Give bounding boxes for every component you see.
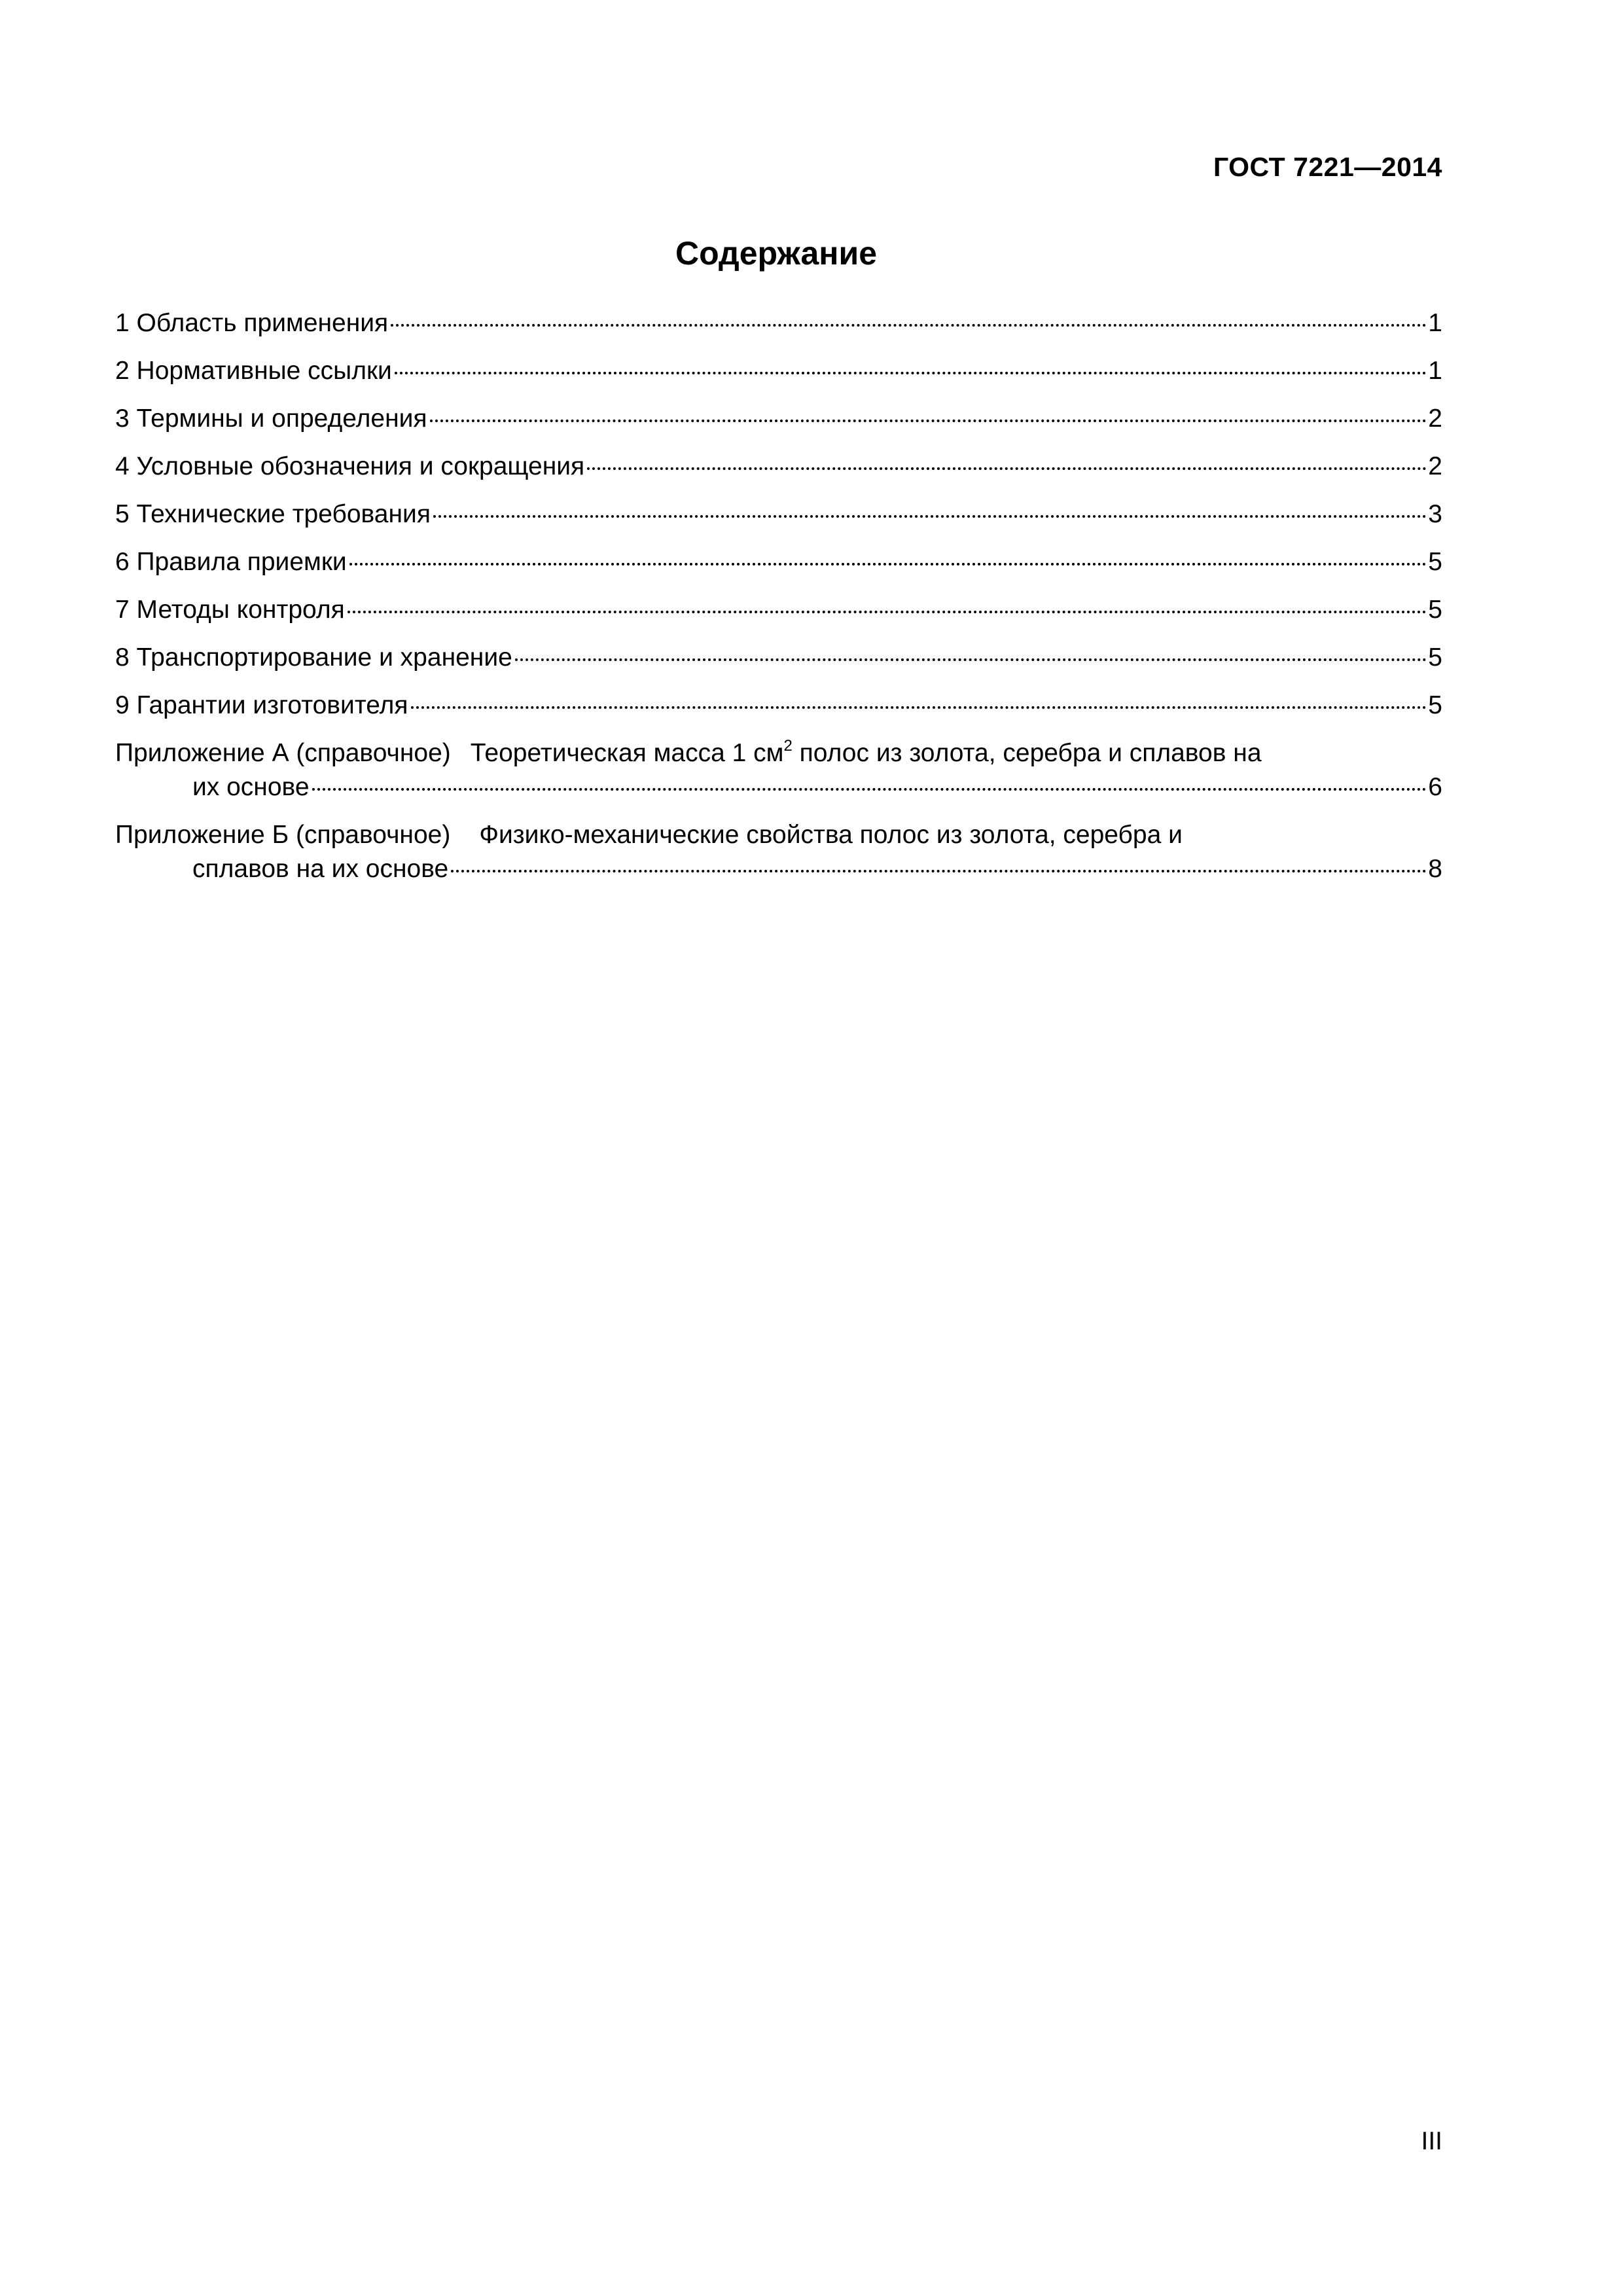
toc-entry-scope[interactable] [115,306,1442,340]
toc-entry-label: 2 Нормативные ссылки [115,357,392,385]
toc-entry-terms-definitions[interactable] [115,402,1442,436]
toc-entry-transport-storage[interactable] [115,641,1442,675]
toc-entry-page: 5 [1428,643,1442,672]
appendix-continuation-line [115,770,1442,804]
toc-dot-leader [349,563,1427,565]
toc-dot-leader [433,515,1427,518]
toc-entry-label: сплавов на их основе [192,855,449,883]
toc-entry-label: 3 Термины и определения [115,404,427,433]
document-standard-code: ГОСТ 7221—2014 [1213,152,1442,182]
toc-entry-page: 2 [1428,404,1442,433]
toc-entry-label: 7 Методы контроля [115,596,345,624]
appendix-title: Теоретическая масса 1 $см^2$ полос из золота, серебра и сплавов на [470,737,1262,767]
toc-entry-page: 1 [1428,309,1442,337]
toc-entry-page: 2 [1428,452,1442,480]
appendix-prefix: Приложение А (справочное) [115,739,451,767]
toc-dot-leader [451,870,1427,872]
toc-dot-leader [391,324,1427,327]
toc-entry-label: их основе [192,773,310,801]
toc-entry-control-methods[interactable] [115,593,1442,627]
toc-entry-normative-references[interactable] [115,354,1442,388]
superscript-two: 2 [783,737,793,755]
appendix-heading-line [115,818,1442,852]
toc-entry-page: 3 [1428,500,1442,528]
toc-entry-label: 4 Условные обозначения и сокращения [115,452,585,480]
appendix-title: Физико-механические свойства полос из золота, серебра и [479,821,1183,849]
toc-entry-page: 5 [1428,596,1442,624]
toc-entry-page: 1 [1428,357,1442,385]
toc-dot-leader [515,658,1427,661]
toc-entry-appendix-b[interactable] [115,818,1442,886]
toc-dot-leader [430,420,1427,422]
toc-entry-symbols-abbreviations[interactable] [115,450,1442,484]
page-number: III [1421,2127,1442,2155]
toc-entry-label: 9 Гарантии изготовителя [115,691,408,719]
toc-dot-leader [587,467,1427,470]
toc-title: Содержание [675,235,878,272]
toc-entry-page: 6 [1428,773,1442,801]
toc-entry-acceptance-rules[interactable] [115,545,1442,579]
toc-dot-leader [348,611,1427,613]
toc-entry-technical-requirements[interactable] [115,497,1442,531]
toc-entry-page: 5 [1428,691,1442,719]
appendix-heading-line [115,736,1442,770]
toc-dot-leader [411,706,1427,709]
toc-entry-page: 5 [1428,548,1442,576]
toc-entry-label: 8 Транспортирование и хранение [115,643,512,672]
table-of-contents [115,306,1442,900]
toc-entry-label: 6 Правила приемки [115,548,347,576]
appendix-continuation-line [115,852,1442,886]
toc-entry-appendix-a[interactable] [115,736,1442,804]
toc-dot-leader [395,372,1427,374]
toc-dot-leader [312,788,1427,791]
toc-entry-label: 1 Область применения [115,309,389,337]
toc-entry-label: 5 Технические требования [115,500,431,528]
appendix-prefix: Приложение Б (справочное) [115,821,451,849]
toc-entry-page: 8 [1428,855,1442,883]
toc-entry-manufacturer-warranty[interactable] [115,689,1442,723]
